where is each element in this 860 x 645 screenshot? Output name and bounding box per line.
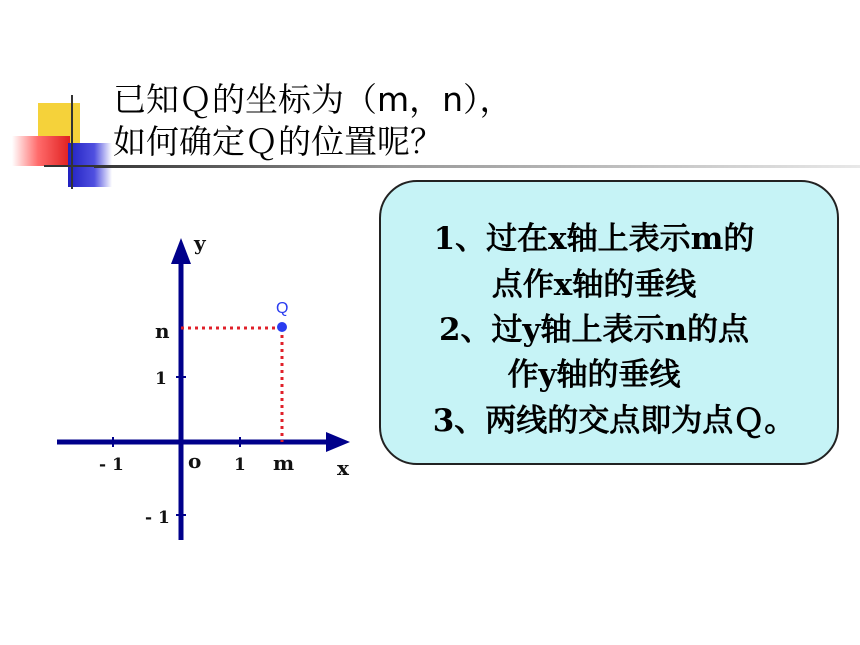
x-axis-label: x bbox=[337, 456, 349, 480]
origin-label: o bbox=[188, 449, 202, 473]
y-axis-label: y bbox=[194, 231, 206, 255]
step-3: 3、两线的交点即为点Ｑ。 bbox=[432, 403, 796, 439]
step-1-line-1: 1、过在x轴上表示m的 bbox=[433, 221, 755, 257]
y-tick-label-neg1: - 1 bbox=[145, 508, 170, 528]
step-1-line-2: 点作x轴的垂线 bbox=[491, 267, 697, 303]
y-tick-label-1: 1 bbox=[155, 369, 167, 389]
step-2-line-1: 2、过y轴上表示n的点 bbox=[438, 312, 750, 348]
x-tick-label-m: m bbox=[273, 451, 295, 475]
title-line-1: 已知Ｑ的坐标为（m，n）， bbox=[113, 80, 513, 119]
title-line-2: 如何确定Ｑ的位置呢？ bbox=[113, 122, 443, 161]
point-q bbox=[277, 322, 287, 332]
point-q-label: Q bbox=[276, 300, 289, 317]
y-axis-arrow-icon bbox=[171, 238, 191, 264]
x-tick-label-1: 1 bbox=[234, 455, 246, 475]
x-tick-label-neg1: - 1 bbox=[99, 455, 124, 475]
step-2-line-2: 作y轴的垂线 bbox=[507, 357, 681, 393]
y-tick-label-n: n bbox=[155, 319, 170, 343]
x-axis-arrow-icon bbox=[326, 432, 350, 452]
